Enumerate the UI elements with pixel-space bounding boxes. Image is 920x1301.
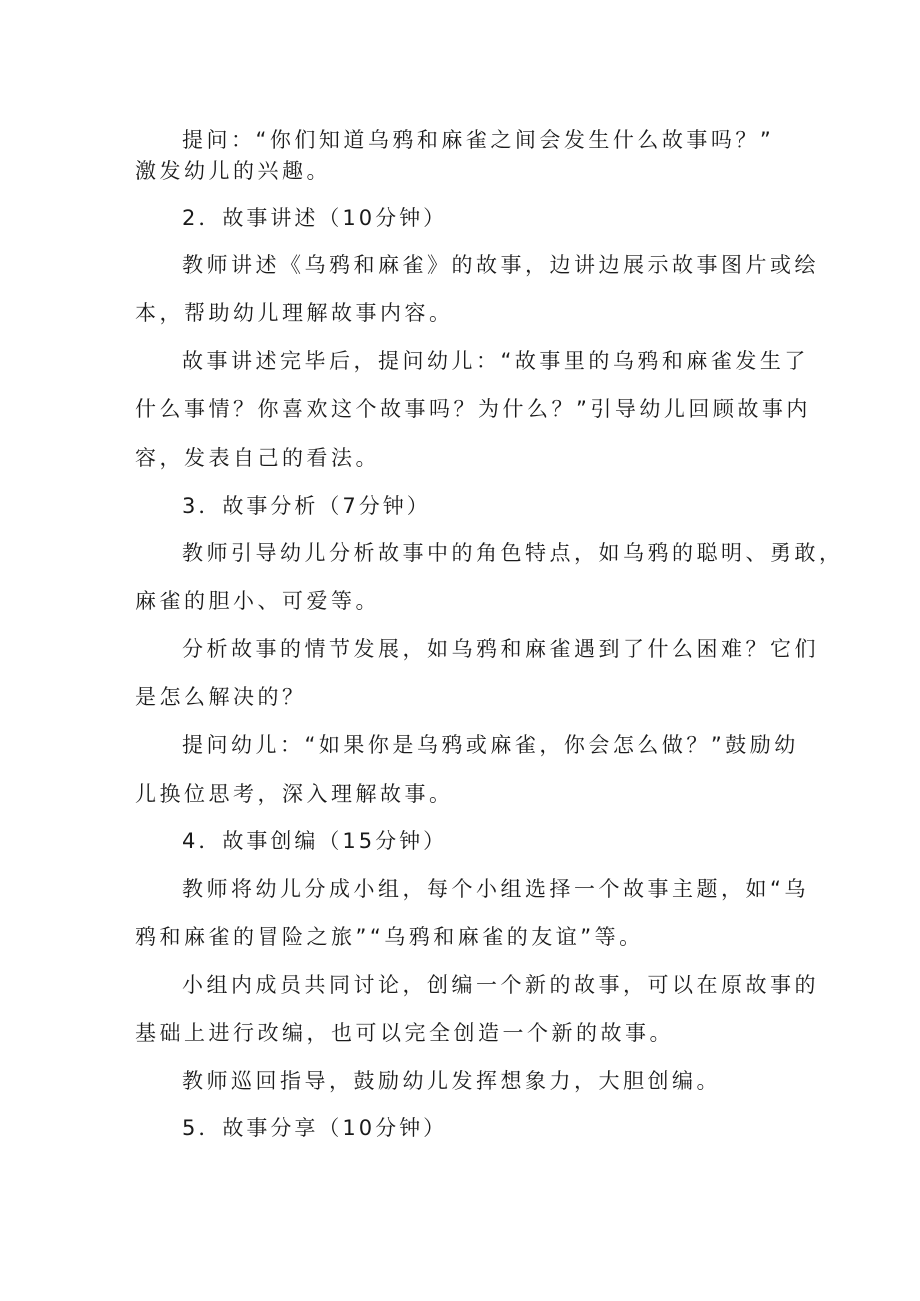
paragraph-line: 教师将幼儿分成小组，每个小组选择一个故事主题，如“乌 <box>182 877 809 901</box>
paragraph-line: 教师讲述《乌鸦和麻雀》的故事，边讲边展示故事图片或绘 <box>182 253 819 277</box>
paragraph-line: 激发幼儿的兴趣。 <box>135 159 331 183</box>
section-heading: 4．故事创编（15分钟） <box>182 829 448 853</box>
section-heading: 3．故事分析（7分钟） <box>182 494 431 518</box>
paragraph-line: 本，帮助幼儿理解故事内容。 <box>135 301 454 325</box>
paragraph-line: 容，发表自己的看法。 <box>135 446 380 470</box>
section-heading: 5．故事分享（10分钟） <box>182 1116 448 1140</box>
paragraph-line: 故事讲述完毕后，提问幼儿：“故事里的乌鸦和麻雀发生了 <box>182 349 809 373</box>
paragraph-line: 小组内成员共同讨论，创编一个新的故事，可以在原故事的 <box>182 973 819 997</box>
paragraph-line: 什么事情？你喜欢这个故事吗？为什么？”引导幼儿回顾故事内 <box>135 397 811 421</box>
section-heading: 2．故事讲述（10分钟） <box>182 206 448 230</box>
paragraph-line: 鸦和麻雀的冒险之旅”“乌鸦和麻雀的友谊”等。 <box>135 925 644 949</box>
paragraph-line: 分析故事的情节发展，如乌鸦和麻雀遇到了什么困难？它们 <box>182 637 819 661</box>
paragraph-line: 麻雀的胆小、可爱等。 <box>135 589 380 613</box>
paragraph-line: 教师巡回指导，鼓励幼儿发挥想象力，大胆创编。 <box>182 1069 721 1093</box>
paragraph-line: 教师引导幼儿分析故事中的角色特点，如乌鸦的聪明、勇敢， <box>182 541 844 565</box>
paragraph-line: 提问幼儿：“如果你是乌鸦或麻雀，你会怎么做？”鼓励幼 <box>182 733 799 757</box>
paragraph-line: 是怎么解决的？ <box>135 685 307 709</box>
paragraph-line: 儿换位思考，深入理解故事。 <box>135 782 454 806</box>
paragraph-line: 提问：“你们知道乌鸦和麻雀之间会发生什么故事吗？” <box>182 128 775 152</box>
paragraph-line: 基础上进行改编，也可以完全创造一个新的故事。 <box>135 1021 674 1045</box>
